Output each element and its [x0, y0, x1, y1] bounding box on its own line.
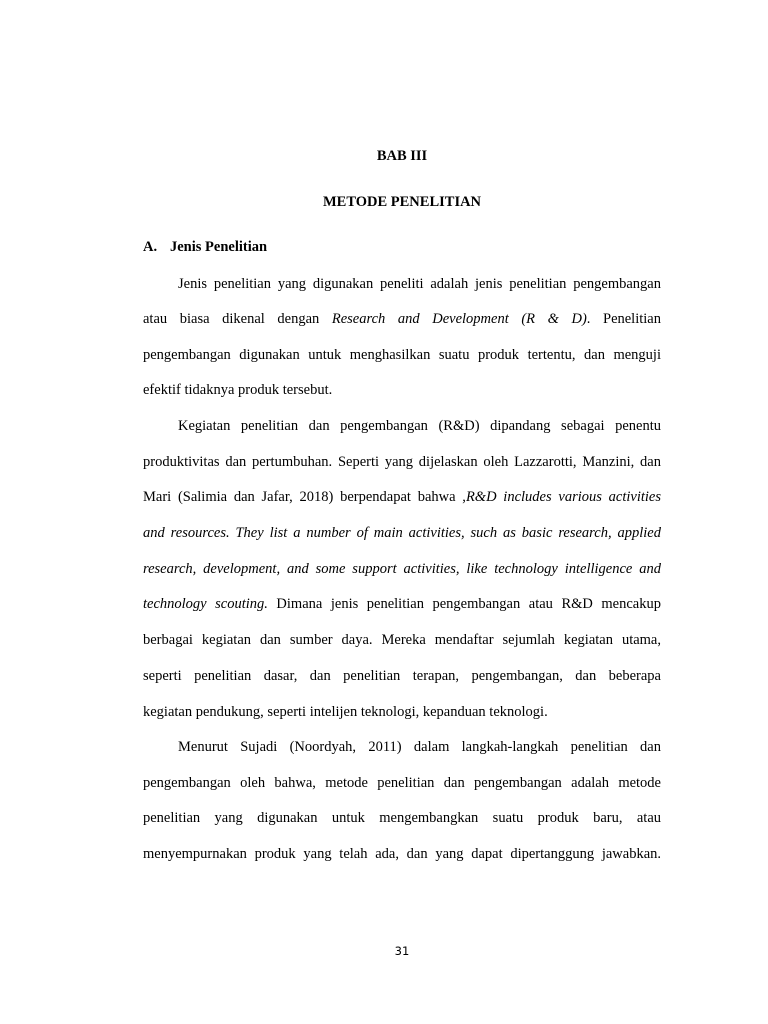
- body-line: pengembangan oleh bahwa, metode penelitian dan pengembangan adalah metode: [143, 775, 661, 791]
- italic-text: Research and Development (R & D): [331, 311, 587, 327]
- body-line: atau biasa dikenal dengan Research and Development (R & D). Penelitian: [143, 311, 661, 327]
- section-number: A.: [143, 239, 158, 255]
- body-line: penelitian yang digunakan untuk mengembangkan suatu produk baru, atau: [143, 810, 661, 826]
- body-line: Mari (Salimia dan Jafar, 2018) berpendapat bahwa ,R&D includes various activities: [143, 489, 661, 505]
- section-heading: [143, 240, 267, 255]
- italic-text: research, development, and some support activities, like technology intelligence and: [143, 561, 661, 577]
- body-line: produktivitas dan pertumbuhan. Seperti yang dijelaskan oleh Lazzarotti, Manzini, dan: [143, 454, 661, 470]
- chapter-title: METODE PENELITIAN: [322, 194, 482, 210]
- body-line: kegiatan pendukung, seperti intelijen teknologi, kepanduan teknologi.: [143, 704, 548, 720]
- body-line: efektif tidaknya produk tersebut.: [143, 382, 333, 398]
- body-line: seperti penelitian dasar, dan penelitian terapan, pengembangan, dan beberapa: [143, 668, 661, 684]
- body-line: pengembangan digunakan untuk menghasilkan suatu produk tertentu, dan menguji: [143, 347, 661, 363]
- page-number: 31: [394, 944, 410, 958]
- body-line: [143, 562, 661, 577]
- body-line: technology scouting. Dimana jenis penelitian pengembangan atau R&D mencakup: [143, 596, 661, 612]
- body-line: menyempurnakan produk yang telah ada, dan yang dapat dipertanggung jawabkan.: [143, 846, 661, 862]
- chapter-number: BAB III: [376, 148, 428, 164]
- body-line: Menurut Sujadi (Noordyah, 2011) dalam langkah-langkah penelitian dan: [178, 739, 661, 755]
- body-line: Jenis penelitian yang digunakan peneliti adalah jenis penelitian pengembangan: [178, 276, 661, 292]
- section-title: Jenis Penelitian: [170, 239, 268, 255]
- body-line: berbagai kegiatan dan sumber daya. Mereka mendaftar sejumlah kegiatan utama,: [143, 632, 661, 648]
- body-line: Kegiatan penelitian dan pengembangan (R&D) dipandang sebagai penentu: [178, 418, 661, 434]
- body-line: [143, 526, 661, 541]
- italic-text: technology scouting.: [143, 596, 268, 612]
- italic-text: and resources. They list a number of main activities, such as basic research, applied: [143, 525, 661, 541]
- italic-text: R&D includes various activities: [465, 489, 661, 505]
